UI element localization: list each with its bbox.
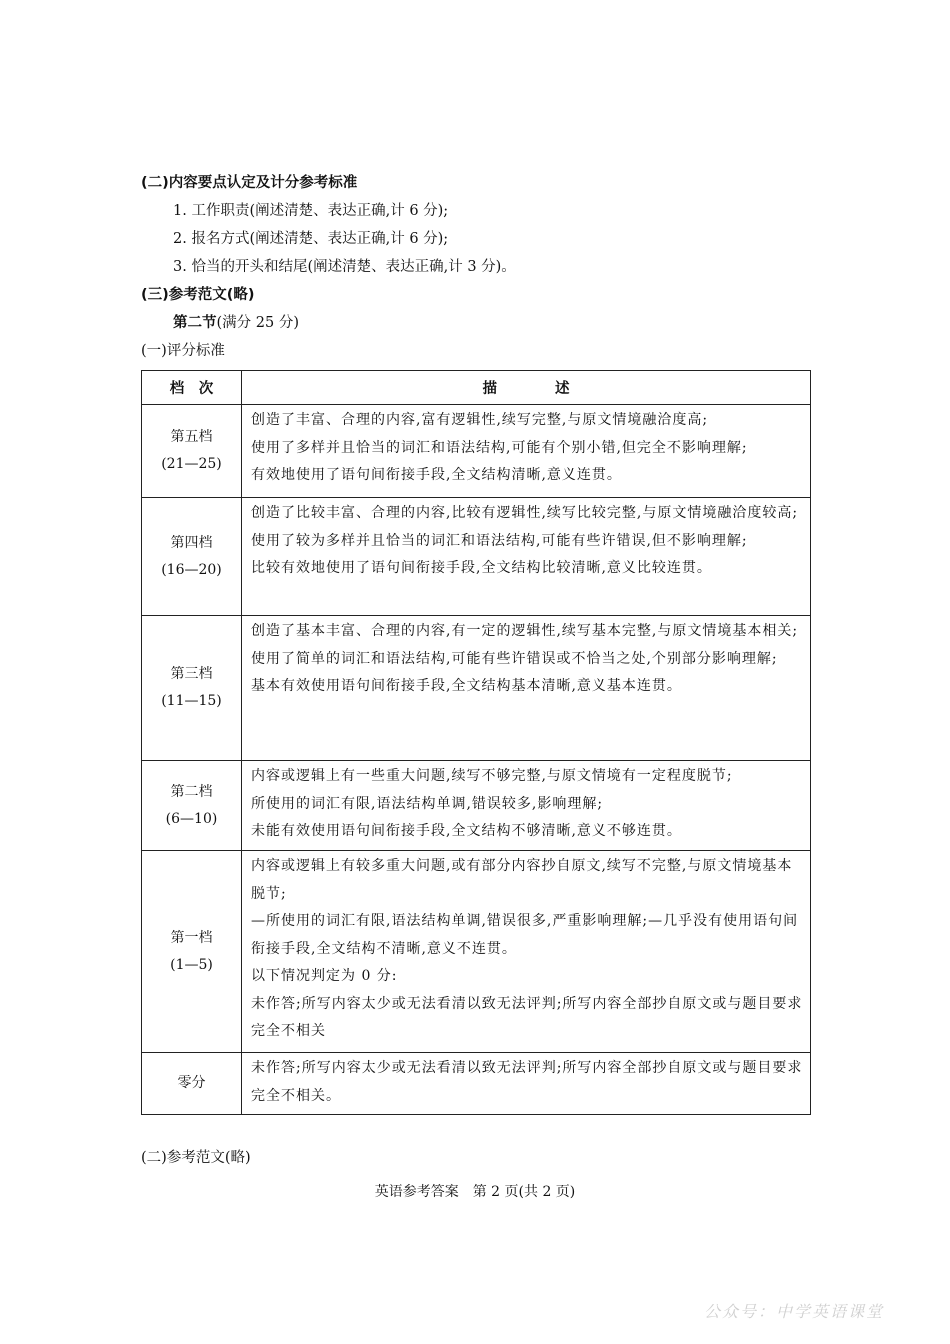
level-name: 第一档 — [170, 929, 213, 946]
description-line: 创造了比较丰富、合理的内容,比较有逻辑性,续写比较完整,与原文情境融洽度较高; — [251, 505, 799, 521]
description-line: 创造了基本丰富、合理的内容,有一定的逻辑性,续写基本完整,与原文情境基本相关; — [251, 623, 799, 639]
level-name: 第五档 — [170, 429, 213, 445]
level-cell — [142, 1053, 242, 1115]
level-range: (1—5) — [170, 956, 213, 973]
section3-heading: (三)参考范文(略) — [141, 287, 255, 303]
description-line: 未能有效使用语句间衔接手段,全文结构不够清晰,意义不够连贯。 — [251, 823, 682, 839]
table-row — [142, 851, 811, 1053]
section2-item-3: 3. 恰当的开头和结尾(阐述清楚、表达正确,计 3 分)。 — [173, 259, 516, 275]
description-line: 未作答;所写内容太少或无法看清以致无法评判;所写内容全部抄自原文或与题目要求完全不相关。 — [251, 1060, 803, 1104]
level-cell — [142, 405, 242, 498]
description-line: 创造了丰富、合理的内容,富有逻辑性,续写完整,与原文情境融洽度高; — [251, 412, 709, 428]
description-line: 比较有效地使用了语句间衔接手段,全文结构比较清晰,意义比较连贯。 — [251, 560, 712, 576]
description-cell — [242, 616, 811, 761]
level-range: (6—10) — [165, 810, 218, 827]
description-line: —所使用的词汇有限,语法结构单调,错误很多,严重影响理解;—几乎没有使用语句间衔接手段,全文结构不清晰,意义不连贯。 — [251, 913, 799, 957]
description-line: 内容或逻辑上有一些重大问题,续写不够完整,与原文情境有一定程度脱节; — [251, 768, 733, 784]
table-header-row — [142, 371, 811, 405]
description-line: 内容或逻辑上有较多重大问题,或有部分内容抄自原文,续写不完整,与原文情境基本脱节; — [251, 858, 793, 902]
level-name: 第二档 — [170, 783, 213, 800]
description-cell — [242, 498, 811, 616]
watermark: 公众号：中学英语课堂 — [703, 1302, 884, 1321]
part2-title: 第二节 — [173, 315, 217, 331]
description-cell — [242, 761, 811, 851]
level-cell — [142, 851, 242, 1053]
grading-table — [141, 370, 811, 1115]
section2-item-2: 2. 报名方式(阐述清楚、表达正确,计 6 分); — [173, 231, 449, 247]
header-level: 档 次 — [142, 371, 242, 405]
level-name: 第三档 — [170, 666, 213, 682]
level-range: (11—15) — [161, 693, 222, 709]
description-cell — [242, 1053, 811, 1115]
level-cell — [142, 761, 242, 851]
level-cell — [142, 498, 242, 616]
criteria-heading: (一)评分标准 — [141, 343, 225, 359]
part2-title-line — [173, 313, 299, 333]
description-line: 未作答;所写内容太少或无法看清以致无法评判;所写内容全部抄自原文或与题目要求完全不相关 — [251, 995, 803, 1039]
table-row — [142, 405, 811, 498]
section2-heading: (二)内容要点认定及计分参考标准 — [141, 175, 358, 191]
level-name: 第四档 — [170, 534, 213, 551]
description-line: 使用了较为多样并且恰当的词汇和语法结构,可能有些许错误,但不影响理解; — [251, 532, 748, 549]
table-row — [142, 761, 811, 851]
description-line: 使用了多样并且恰当的词汇和语法结构,可能有个别小错,但完全不影响理解; — [251, 439, 748, 456]
level-name: 零分 — [177, 1075, 206, 1091]
level-range: (21—25) — [161, 456, 222, 472]
header-description: 描 述 — [242, 371, 811, 405]
description-cell — [242, 851, 811, 1053]
section2-item-1: 1. 工作职责(阐述清楚、表达正确,计 6 分); — [173, 203, 449, 219]
table-row — [142, 498, 811, 616]
part2-title-note: (满分 25 分) — [216, 315, 299, 331]
table-row — [142, 1053, 811, 1115]
description-cell — [242, 405, 811, 498]
level-cell — [142, 616, 242, 761]
description-line: 所使用的词汇有限,语法结构单调,错误较多,影响理解; — [251, 795, 604, 812]
description-line: 基本有效使用语句间衔接手段,全文结构基本清晰,意义基本连贯。 — [251, 678, 682, 694]
page-footer: 英语参考答案 第 2 页(共 2 页) — [374, 1184, 576, 1200]
description-line: 以下情况判定为 0 分: — [251, 968, 398, 984]
reference-heading: (二)参考范文(略) — [141, 1150, 251, 1166]
description-line: 使用了简单的词汇和语法结构,可能有些许错误或不恰当之处,个别部分影响理解; — [251, 650, 778, 667]
table-row — [142, 616, 811, 761]
description-line: 有效地使用了语句间衔接手段,全文结构清晰,意义连贯。 — [251, 467, 622, 483]
level-range: (16—20) — [161, 561, 222, 578]
